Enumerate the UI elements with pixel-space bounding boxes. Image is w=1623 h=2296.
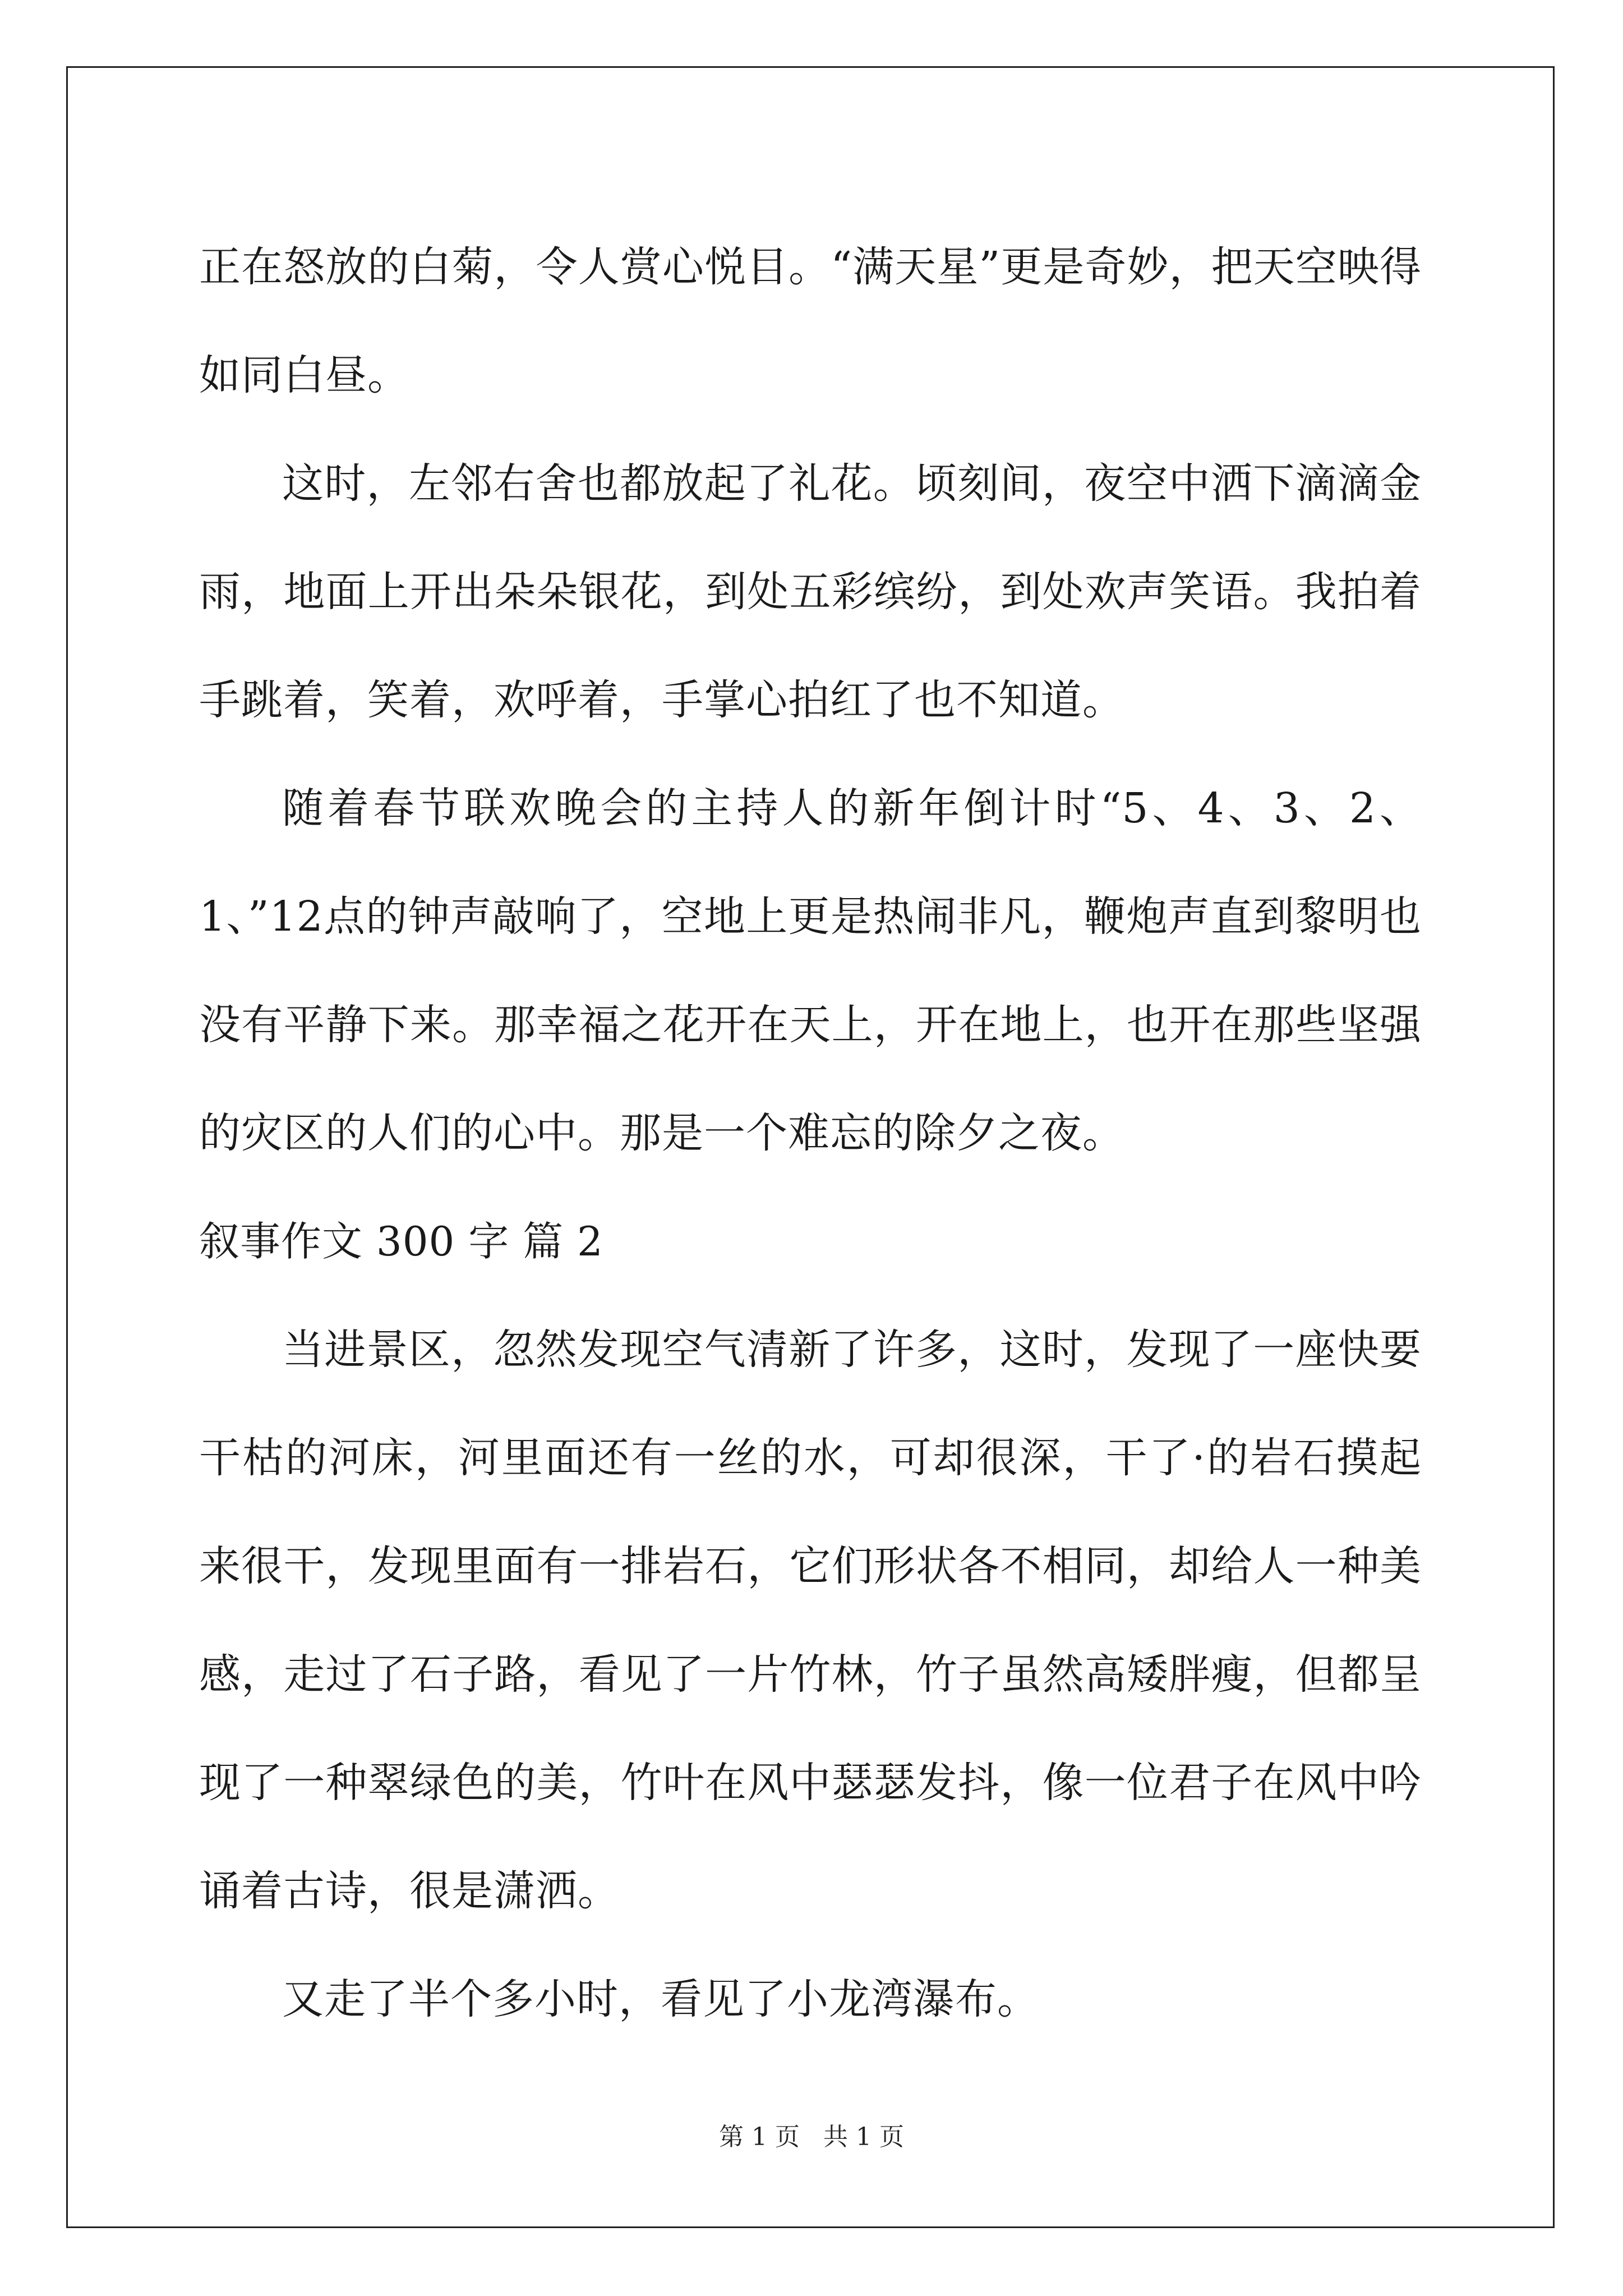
paragraph-4: 当进景区，忽然发现空气清新了许多，这时，发现了一座快要干枯的河床，河里面还有一丝的水，可却很深，干了·的岩石摸起来很干，发现里面有一排岩石，它们形状各不相同，却给人一种美感，走过了石子路，看见了一片竹林，竹子虽然高矮胖瘦，但都呈现了一种翠绿色的美，竹叶在风中瑟瑟发抖，像一位君子在风中吟诵着古诗，很是潇洒。 [199, 1326, 1422, 1915]
page-number: 第 1 页 [719, 2123, 800, 2151]
page-total: 共 1 页 [823, 2123, 904, 2151]
paragraph-5: 又走了半个多小时，看见了小龙湾瀑布。 [282, 1975, 1039, 2023]
document-body [199, 213, 1422, 2054]
page-footer [0, 2120, 1623, 2154]
paragraph-2: 这时，左邻右舍也都放起了礼花。顷刻间，夜空中洒下滴滴金雨，地面上开出朵朵银花，到处五彩缤纷，到处欢声笑语。我拍着手跳着，笑着，欢呼着，手掌心拍红了也不知道。 [199, 459, 1422, 724]
paragraph-3: 随着春节联欢晚会的主持人的新年倒计时“5、4、3、2、1、”12点的钟声敲响了，空地上更是热闹非凡，鞭炮声直到黎明也没有平静下来。那幸福之花开在天上，开在地上，也开在那些坚强的灾区的人们的心中。那是一个难忘的除夕之夜。 [199, 784, 1422, 1157]
paragraph-1: 正在怒放的白菊，令人赏心悦目。“满天星”更是奇妙，把天空映得如同白昼。 [199, 243, 1422, 399]
section-heading: 叙事作文 300 字 篇 2 [199, 1218, 603, 1265]
